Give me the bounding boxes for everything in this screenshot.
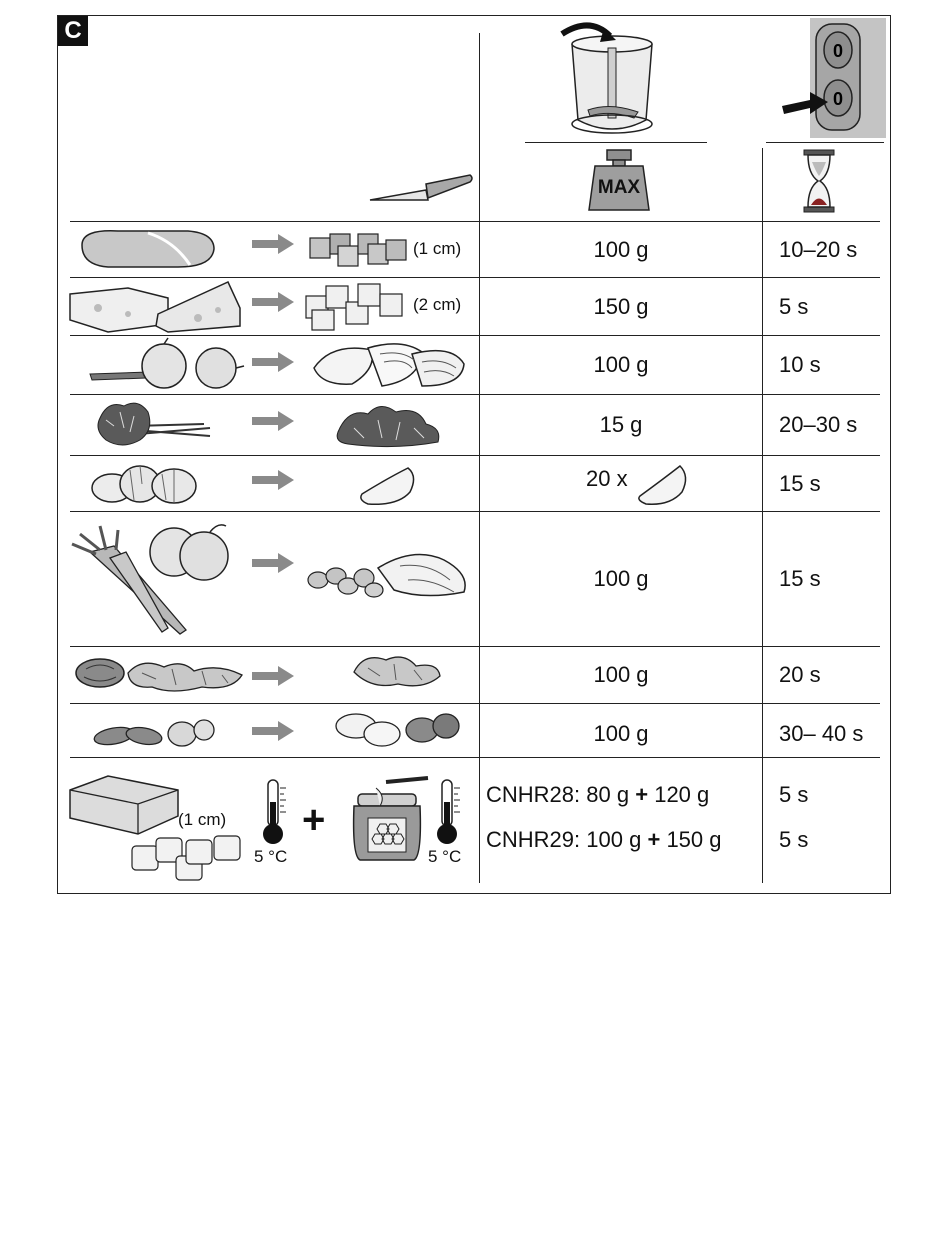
arrow-right-icon — [252, 292, 294, 312]
onions-amount: 100 g — [593, 352, 649, 377]
parsley-time: 20–30 s — [779, 412, 858, 437]
meat-amount: 100 g — [593, 236, 649, 262]
garlic-time: 15 s — [779, 470, 821, 496]
amount-a: 80 g — [586, 782, 630, 807]
chopper-bowl-icon — [560, 22, 665, 140]
meat-cubes-icon — [306, 230, 410, 268]
arrow-right-icon — [252, 470, 294, 490]
garlic-clove-icon — [358, 466, 418, 506]
hourglass-icon — [802, 148, 836, 214]
arrow-right-icon — [252, 411, 294, 431]
cheese-time: 5 s — [779, 293, 809, 319]
arrow-right-icon — [252, 352, 294, 372]
almonds-hazelnuts-icon — [92, 714, 216, 750]
chopped-parsley-icon — [334, 398, 446, 450]
header-line-switch — [766, 142, 884, 143]
cnhr28-time: 5 s — [779, 782, 809, 807]
cheese-cubes-icon — [302, 282, 408, 332]
thermometer-icon — [432, 778, 462, 846]
walnuts-time: 20 s — [779, 662, 821, 687]
nut-pieces-icon — [334, 708, 462, 748]
cheese-icon — [68, 280, 244, 334]
speed-switch-icon — [780, 18, 886, 138]
weight-max-label: MAX — [597, 177, 641, 198]
onion-pieces-icon — [312, 340, 468, 390]
arrow-right-icon — [252, 234, 294, 254]
amount-a: 100 g — [586, 827, 642, 852]
honey-jar-icon — [350, 776, 430, 864]
carrots-onions-icon — [70, 522, 232, 638]
parsley-icon — [94, 398, 214, 452]
carrots-onions-time: 15 s — [779, 566, 821, 591]
figure-badge: C — [58, 16, 88, 46]
meat-icon — [78, 227, 218, 269]
model-name: CNHR29: — [486, 827, 581, 852]
svg-text:0: 0 — [832, 41, 844, 61]
thermometer-icon — [258, 778, 288, 846]
plus-sign: + — [302, 797, 326, 842]
butter-cube-size: (1 cm) — [178, 810, 227, 829]
butter-block-icon — [68, 774, 180, 836]
cheese-amount: 150 g — [593, 293, 649, 319]
walnuts-amount: 100 g — [593, 662, 649, 687]
amount-b: 120 g — [654, 782, 710, 807]
garlic-icon — [90, 460, 200, 506]
row-line — [70, 455, 880, 456]
cnhr29-time: 5 s — [779, 827, 809, 852]
plus-sign: + — [635, 782, 649, 807]
onions-time: 10 s — [779, 352, 821, 377]
cheese-cube-size: (2 cm) — [413, 295, 462, 314]
almonds-amount: 100 g — [593, 721, 649, 746]
carrots-onions-amount: 100 g — [593, 566, 649, 591]
plus-sign: + — [647, 827, 661, 852]
divider-col-2 — [762, 148, 763, 883]
model-line-cnhr28 — [486, 778, 709, 812]
arrow-right-icon — [252, 553, 294, 573]
temperature-left: 5 °C — [254, 847, 288, 866]
amount-b: 150 g — [666, 827, 722, 852]
walnuts-icon — [72, 655, 248, 695]
svg-text:0: 0 — [832, 89, 844, 109]
meat-time: 10–20 s — [779, 236, 858, 262]
model-name: CNHR28: — [486, 782, 581, 807]
model-line-cnhr29 — [486, 823, 722, 857]
carrot-onion-pieces-icon — [304, 550, 470, 600]
header-line-bowl — [525, 142, 707, 143]
garlic-count: 20 x — [586, 466, 628, 491]
chopped-walnuts-icon — [352, 652, 442, 690]
temperature-right: 5 °C — [428, 847, 462, 866]
arrow-right-icon — [252, 666, 294, 686]
almonds-time: 30– 40 s — [779, 721, 864, 746]
onions-icon — [88, 338, 246, 392]
arrow-right-icon — [252, 721, 294, 741]
butter-cubes-icon — [128, 832, 244, 884]
knife-icon — [368, 170, 474, 206]
meat-cube-size: (1 cm) — [413, 239, 462, 258]
parsley-amount: 15 g — [599, 412, 643, 437]
garlic-clove-icon — [636, 464, 688, 506]
